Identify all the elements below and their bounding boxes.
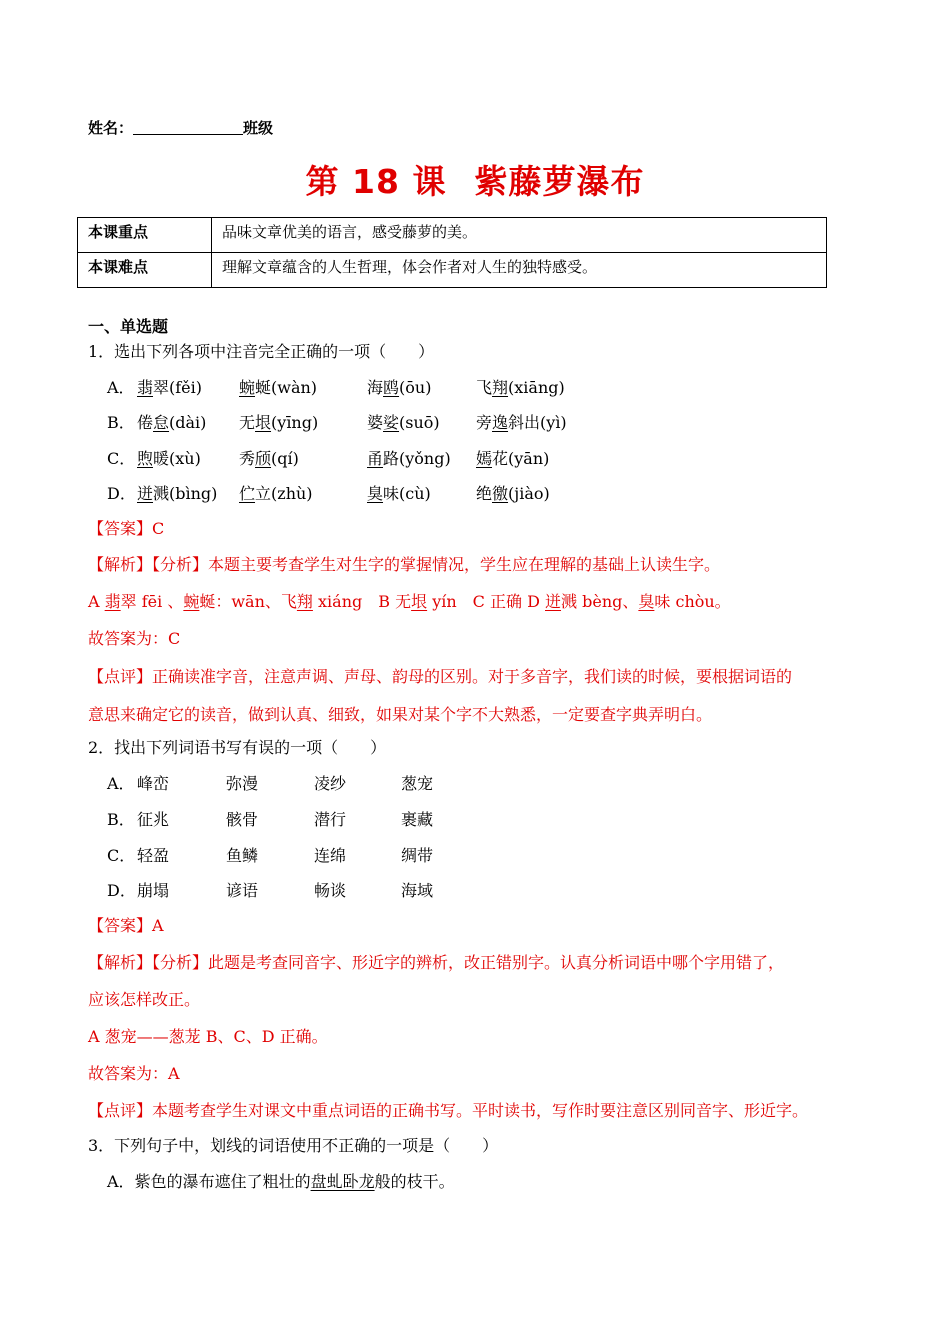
q2-analysis-line2: 应该怎样改正。: [88, 990, 201, 1009]
option-item: [137, 446, 201, 469]
item-text: 斜出(yì): [508, 413, 567, 432]
item-underlined: 煦: [137, 449, 154, 468]
name-blank[interactable]: [133, 120, 243, 135]
q1-analysis: [88, 552, 720, 575]
item-underlined: 臭: [367, 484, 384, 503]
option-item: [367, 375, 431, 398]
item-underlined: 嫣: [476, 449, 493, 468]
option-word: 绸带: [401, 846, 434, 865]
q1-analysis-tag: 【解析】【分析】: [88, 555, 209, 574]
item-text: 婆: [367, 413, 384, 432]
item-underlined: 徼: [492, 484, 509, 503]
item-text: 海: [367, 378, 384, 397]
option-text: 般的枝干。: [374, 1172, 455, 1191]
item-underlined: 娑: [383, 413, 400, 432]
q2-analysis-line1: [88, 950, 784, 973]
item-text: 倦: [137, 413, 154, 432]
detail-underlined: 蜿: [183, 592, 200, 611]
option-word: 征兆: [137, 810, 170, 829]
name-label: 姓名：: [88, 119, 134, 137]
option-label: A．: [107, 378, 135, 397]
option-item: [239, 481, 313, 504]
item-text: 味(cù): [383, 484, 431, 503]
option-item: [137, 375, 202, 398]
option-text: 紫色的瀑布遮住了粗壮的: [134, 1172, 311, 1191]
key-points-table: [77, 217, 827, 288]
item-text: 翠(fěi): [153, 378, 203, 397]
item-text: 蜒(wàn): [255, 378, 318, 397]
option-word: 畅谈: [314, 881, 347, 900]
option-item: [476, 481, 550, 504]
item-underlined: 甬: [367, 449, 384, 468]
detail-text: A: [88, 592, 105, 611]
option-item: [476, 410, 567, 433]
item-underlined: 蜿: [239, 378, 256, 397]
page-title: [0, 156, 950, 203]
q1-answer: 【答案】C: [88, 519, 165, 538]
q2-comment-text: 本题考查学生对课文中重点词语的正确书写。平时读书，写作时要注意区别同音字、形近字。: [152, 1101, 809, 1120]
detail-text: yín C 正确 D: [427, 592, 545, 611]
option-item: [137, 481, 217, 504]
item-text: 旁: [476, 413, 493, 432]
q2-answer: 【答案】A: [88, 916, 164, 935]
option-underlined: 盘虬卧龙: [310, 1172, 375, 1191]
item-text: (jiào): [508, 484, 550, 503]
class-label: 班级: [243, 119, 274, 137]
item-text: 溅(bìng): [153, 484, 218, 503]
option-item: [476, 446, 549, 469]
q2-detail: A 葱宠——葱茏 B、C、D 正确。: [88, 1027, 328, 1046]
item-text: 飞: [476, 378, 493, 397]
option-label: A．: [107, 1172, 135, 1191]
table-row: [78, 253, 827, 288]
q1-comment-text: 正确读准字音，注意声调、声母、韵母的区别。对于多音字，我们读的时候，要根据词语的: [152, 667, 793, 686]
option-label: A．: [107, 774, 135, 793]
item-text: (ōu): [399, 378, 432, 397]
option-item: [367, 481, 431, 504]
q1-analysis-text: 本题主要考查学生对生字的掌握情况，学生应在理解的基础上认读生字。: [208, 555, 721, 574]
item-underlined: 翡: [137, 378, 154, 397]
option-word: 鱼鳞: [226, 846, 259, 865]
q2-analysis-text: 此题是考查同音字、形近字的辨析，改正错别字。认真分析词语中哪个字用错了，: [208, 953, 785, 972]
detail-text: 翠 fēi 、: [120, 592, 184, 611]
option-word: 潜行: [314, 810, 347, 829]
q2-conclusion: 故答案为：A: [88, 1064, 180, 1083]
option-word: 葱宠: [401, 774, 434, 793]
focus-label: 本课重点: [78, 218, 212, 253]
item-text: 无: [239, 413, 256, 432]
detail-text: xiáng B 无: [312, 592, 412, 611]
lesson-number: 第 18 课: [305, 162, 447, 201]
item-text: (dài): [169, 413, 207, 432]
detail-underlined: 翔: [296, 592, 313, 611]
q1-comment-line2: 意思来确定它的读音，做到认真、细致，如果对某个字不大熟悉，一定要查字典弄明白。: [88, 705, 713, 724]
item-text: (qí): [271, 449, 299, 468]
option-item: [367, 410, 440, 433]
option-item: [476, 375, 565, 398]
item-underlined: 垠: [255, 413, 272, 432]
option-word: 弥漫: [226, 774, 259, 793]
section-title: 一、单选题: [88, 317, 169, 336]
q2-comment-tag: 【点评】: [88, 1101, 153, 1120]
option-word: 连绵: [314, 846, 347, 865]
difficulty-text: 理解文章蕴含的人生哲理，体会作者对人生的独特感受。: [212, 253, 827, 288]
q1-comment-line1: [88, 664, 792, 687]
item-text: (suō): [399, 413, 440, 432]
name-class-line: [88, 117, 273, 138]
option-item: [239, 446, 299, 469]
option-label: C．: [107, 449, 136, 468]
detail-underlined: 垠: [411, 592, 428, 611]
option-label: B．: [107, 413, 135, 432]
q1-conclusion: 故答案为：C: [88, 629, 181, 648]
difficulty-label: 本课难点: [78, 253, 212, 288]
detail-underlined: 臭: [638, 592, 655, 611]
detail-underlined: 迸: [545, 592, 562, 611]
item-underlined: 伫: [239, 484, 256, 503]
item-underlined: 迸: [137, 484, 154, 503]
option-word: 峰峦: [137, 774, 170, 793]
option-word: 海域: [401, 881, 434, 900]
option-word: 裹藏: [401, 810, 434, 829]
option-word: 凌纱: [314, 774, 347, 793]
detail-text: 溅 bèng、: [561, 592, 639, 611]
item-underlined: 鸥: [383, 378, 400, 397]
detail-text: 味 chòu。: [654, 592, 731, 611]
item-text: 立(zhù): [255, 484, 313, 503]
focus-text: 品味文章优美的语言，感受藤萝的美。: [212, 218, 827, 253]
item-text: 秀: [239, 449, 256, 468]
item-text: 花(yān): [492, 449, 550, 468]
q1-stem: 1．选出下列各项中注音完全正确的一项（ ）: [88, 342, 435, 361]
item-text: 绝: [476, 484, 493, 503]
option-label: D．: [107, 881, 136, 900]
item-text: (xiāng): [508, 378, 565, 397]
item-underlined: 颀: [255, 449, 272, 468]
q1-comment-tag: 【点评】: [88, 667, 153, 686]
option-item: [367, 446, 451, 469]
q3-stem: 3．下列句子中，划线的词语使用不正确的一项是（ ）: [88, 1136, 499, 1155]
option-item: [239, 410, 318, 433]
detail-text: 蜒：wān、飞: [199, 592, 297, 611]
option-label: C．: [107, 846, 136, 865]
option-word: 崩塌: [137, 881, 170, 900]
option-item: [239, 375, 317, 398]
option-word: 谚语: [226, 881, 259, 900]
q2-analysis-tag: 【解析】【分析】: [88, 953, 209, 972]
item-text: 暖(xù): [153, 449, 201, 468]
item-text: 路(yǒng): [383, 449, 451, 468]
lesson-name: 紫藤萝瀑布: [474, 162, 645, 201]
option-label: B．: [107, 810, 135, 829]
item-underlined: 怠: [153, 413, 170, 432]
option-label: D．: [107, 484, 136, 503]
option-item: [137, 410, 206, 433]
q1-detail: [88, 589, 731, 612]
table-row: [78, 218, 827, 253]
q2-comment: [88, 1098, 808, 1121]
item-underlined: 翔: [492, 378, 509, 397]
option-word: 骸骨: [226, 810, 259, 829]
item-underlined: 逸: [492, 413, 509, 432]
q3-option-a: [107, 1169, 455, 1192]
q2-stem: 2．找出下列词语书写有误的一项（ ）: [88, 738, 387, 757]
item-text: (yīng): [271, 413, 319, 432]
option-word: 轻盈: [137, 846, 170, 865]
detail-underlined: 翡: [104, 592, 121, 611]
